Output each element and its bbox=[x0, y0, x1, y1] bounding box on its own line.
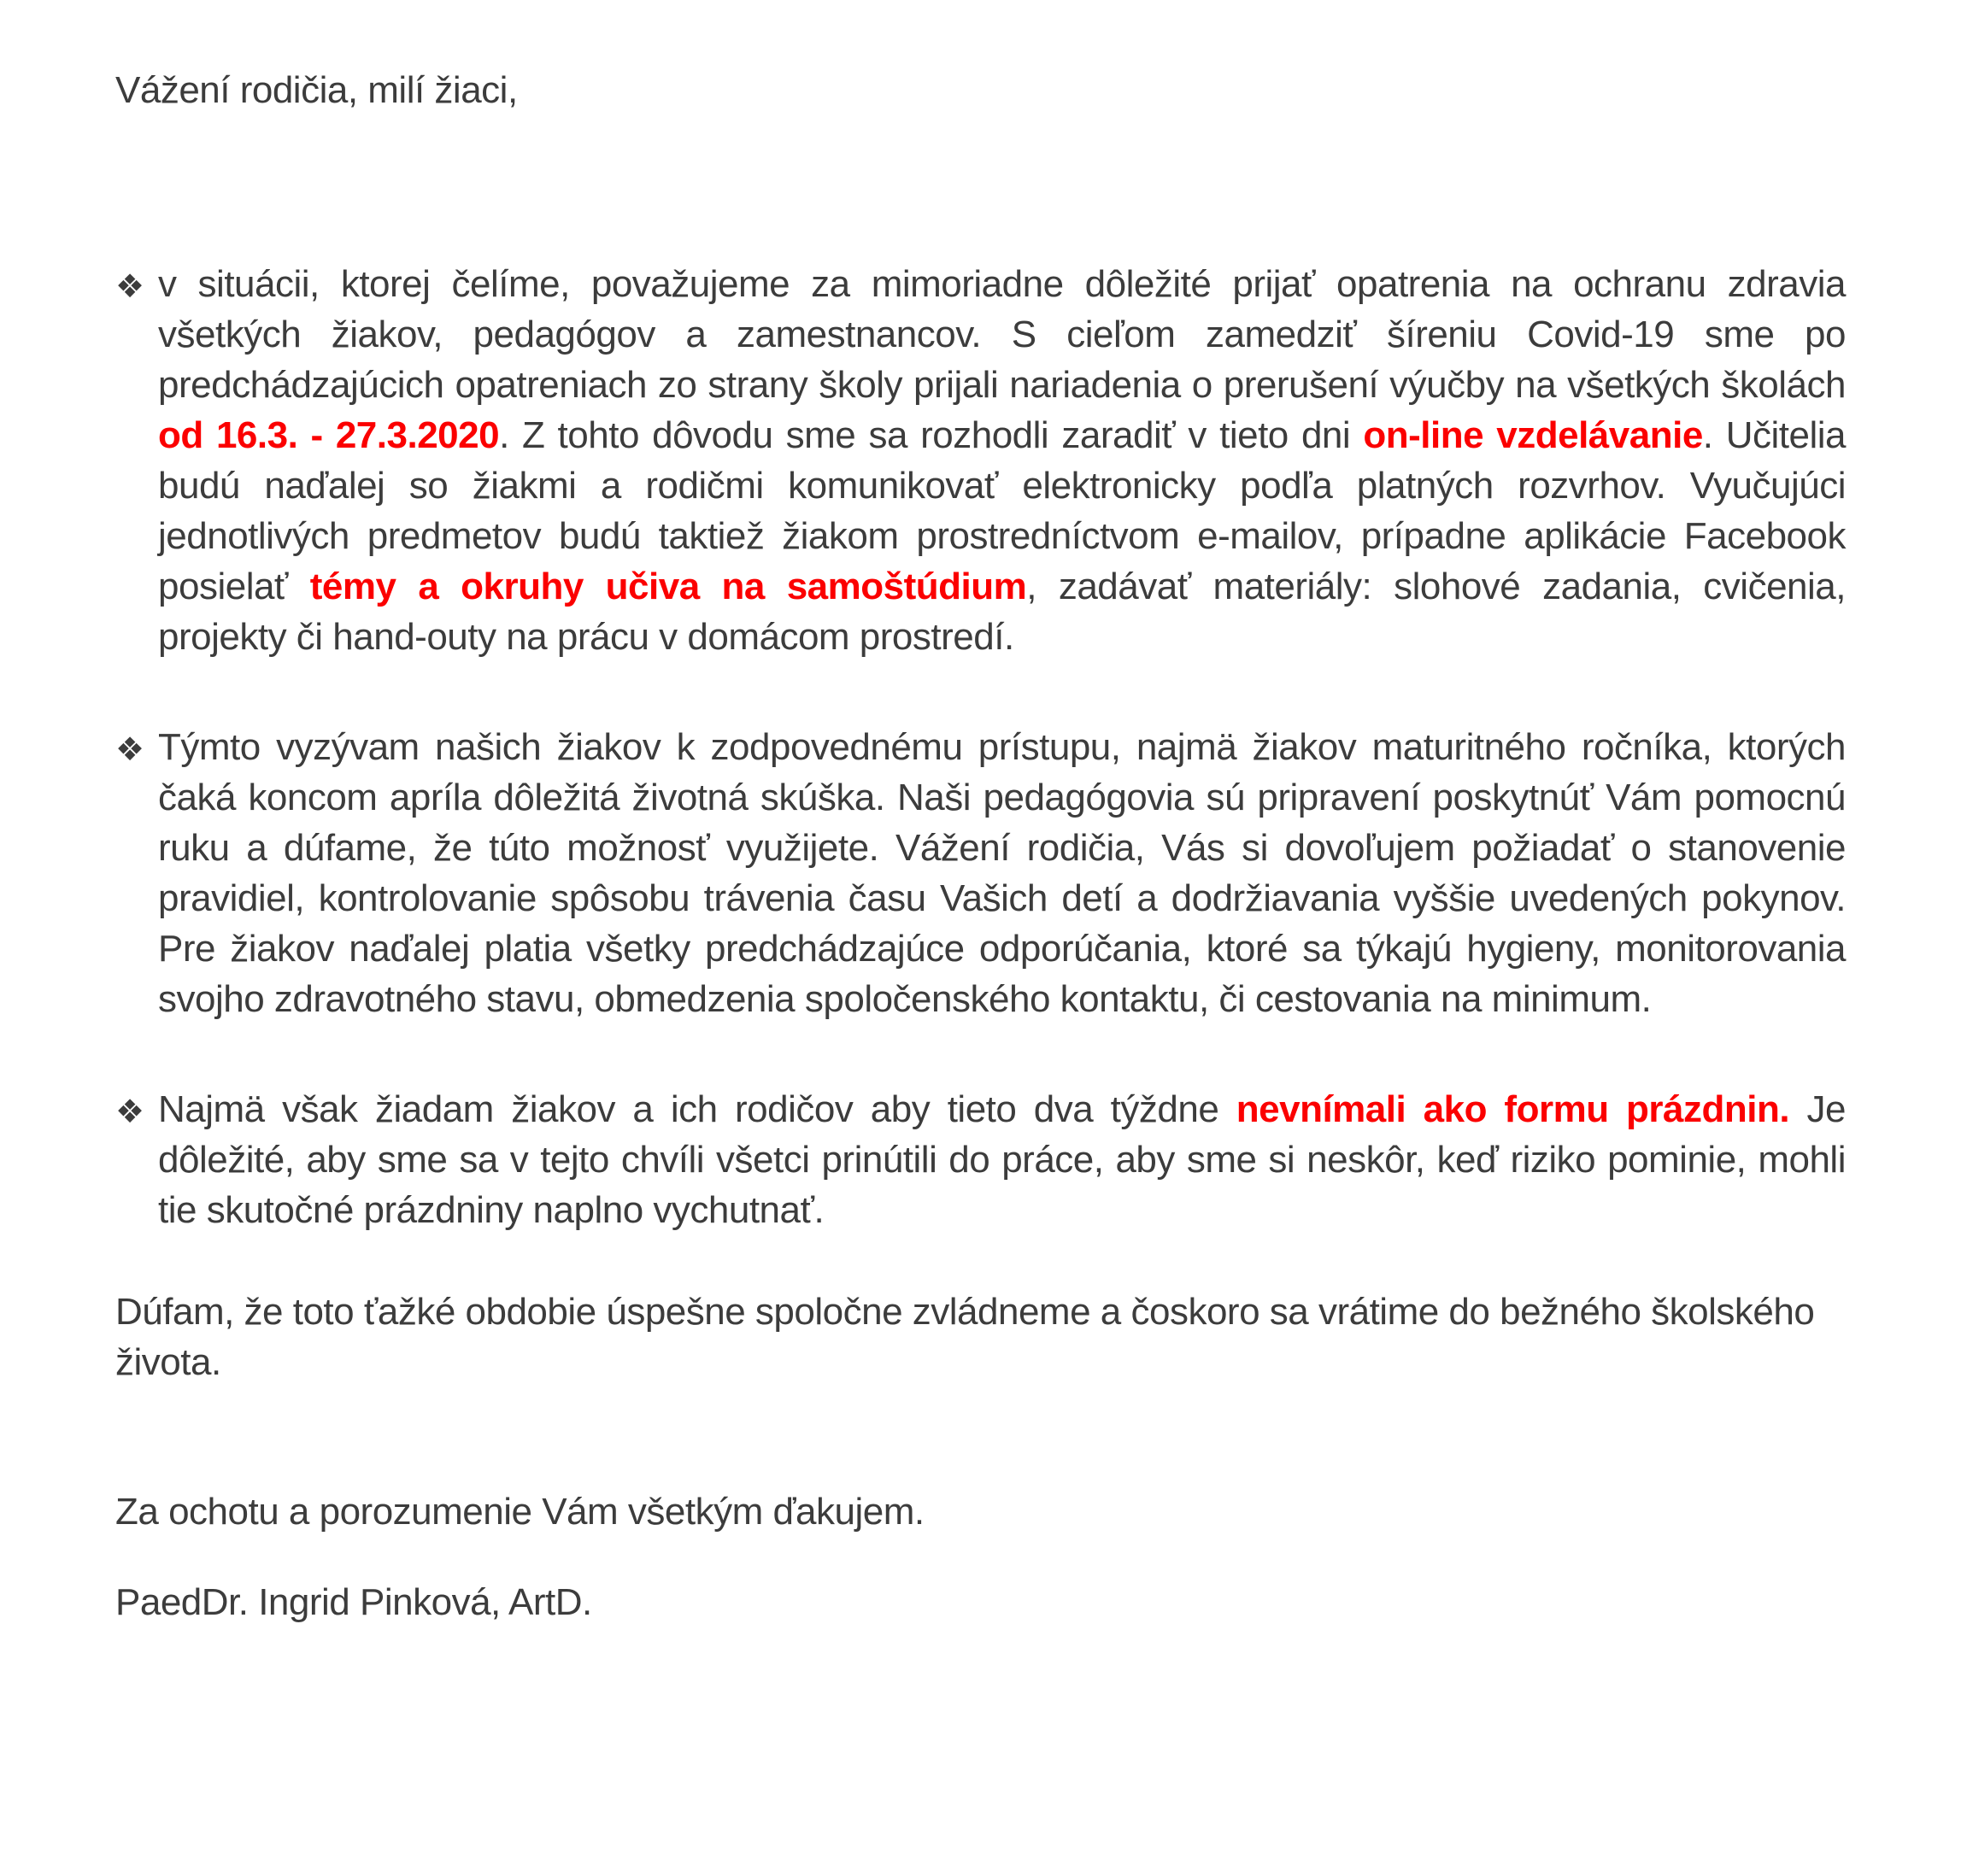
body-text: Týmto vyzývam našich žiakov k zodpovednému prístupu, najmä žiakov maturitného ročníka, ktorých čaká koncom apríla dôležitá životná skúška. Naši pedagógovia sú pripravení poskytnúť Vám pomocnú ruku a dúfame, že túto možnosť využijete. Vážení rodičia, Vás si dovoľujem požiadať o stanovenie pravidiel, kontrolovanie spôsobu trávenia času Vašich detí a dodržiavania vyššie uvedených pokynov. Pre žiakov naďalej platia všetky predchádzajúce odporúčania, ktoré sa týkajú hygieny, monitorovania svojho zdravotného stavu, obmedzenia spoločenského kontaktu, či cestovania na minimum. bbox=[158, 726, 1846, 1020]
bullet-paragraph-not-holidays bbox=[115, 1084, 1846, 1235]
bullet-list bbox=[115, 259, 1846, 1235]
bullet-paragraph-text bbox=[158, 263, 1846, 658]
thanks-line: Za ochotu a porozumenie Vám všetkým ďakujem. bbox=[115, 1491, 925, 1533]
highlighted-text: on-line vzdelávanie bbox=[1363, 414, 1703, 456]
body-text: . Učitelia budú naďalej so žiakmi a rodičmi komunikovať elektronicky podľa platných rozvrhov. Vyučujúci jednotlivých predmetov budú taktiež žiakom prostredníctvom e-mailov, prípadne aplikácie Facebook posielať bbox=[158, 414, 1846, 607]
bullet-paragraph-measures bbox=[115, 259, 1846, 662]
highlighted-text: témy a okruhy učiva na samoštúdium bbox=[309, 566, 1027, 607]
bullet-paragraph-appeal bbox=[115, 722, 1846, 1024]
highlighted-text: od 16.3. - 27.3.2020 bbox=[158, 414, 500, 456]
body-text: Najmä však žiadam žiakov a ich rodičov aby tieto dva týždne bbox=[158, 1088, 1236, 1130]
diamond-bullet-icon: ❖ bbox=[115, 1094, 145, 1130]
bullet-paragraph-text bbox=[158, 726, 1846, 1020]
body-text: v situácii, ktorej čelíme, považujeme za mimoriadne dôležité prijať opatrenia na ochranu zdravia všetkých žiakov, pedagógov a zamestnancov. S cieľom zamedziť šíreniu Covid-19 sme po predchádzajúcich opatreniach zo strany školy prijali nariadenia o prerušení výučby na všetkých školách bbox=[158, 263, 1846, 406]
body-text: . Z tohto dôvodu sme sa rozhodli zaradiť v tieto dni bbox=[499, 414, 1364, 456]
body-text: , zadávať materiály: slohové zadania, cvičenia, projekty či hand-outy na prácu v domácom prostredí. bbox=[158, 566, 1846, 658]
diamond-bullet-icon: ❖ bbox=[115, 732, 145, 768]
body-text: Je dôležité, aby sme sa v tejto chvíli všetci prinútili do práce, aby sme si neskôr, keď riziko pominie, mohli tie skutočné prázdniny naplno vychutnať. bbox=[158, 1088, 1846, 1231]
closing-paragraph: Dúfam, že toto ťažké obdobie úspešne spoločne zvládneme a čoskoro sa vrátime do bežného školského života. bbox=[115, 1291, 1815, 1383]
salutation: Vážení rodičia, milí žiaci, bbox=[115, 69, 518, 111]
diamond-bullet-icon: ❖ bbox=[115, 269, 145, 305]
signature-line: PaedDr. Ingrid Pinková, ArtD. bbox=[115, 1581, 592, 1623]
highlighted-text: nevnímali ako formu prázdnin. bbox=[1236, 1088, 1790, 1130]
bullet-paragraph-text bbox=[158, 1088, 1846, 1231]
